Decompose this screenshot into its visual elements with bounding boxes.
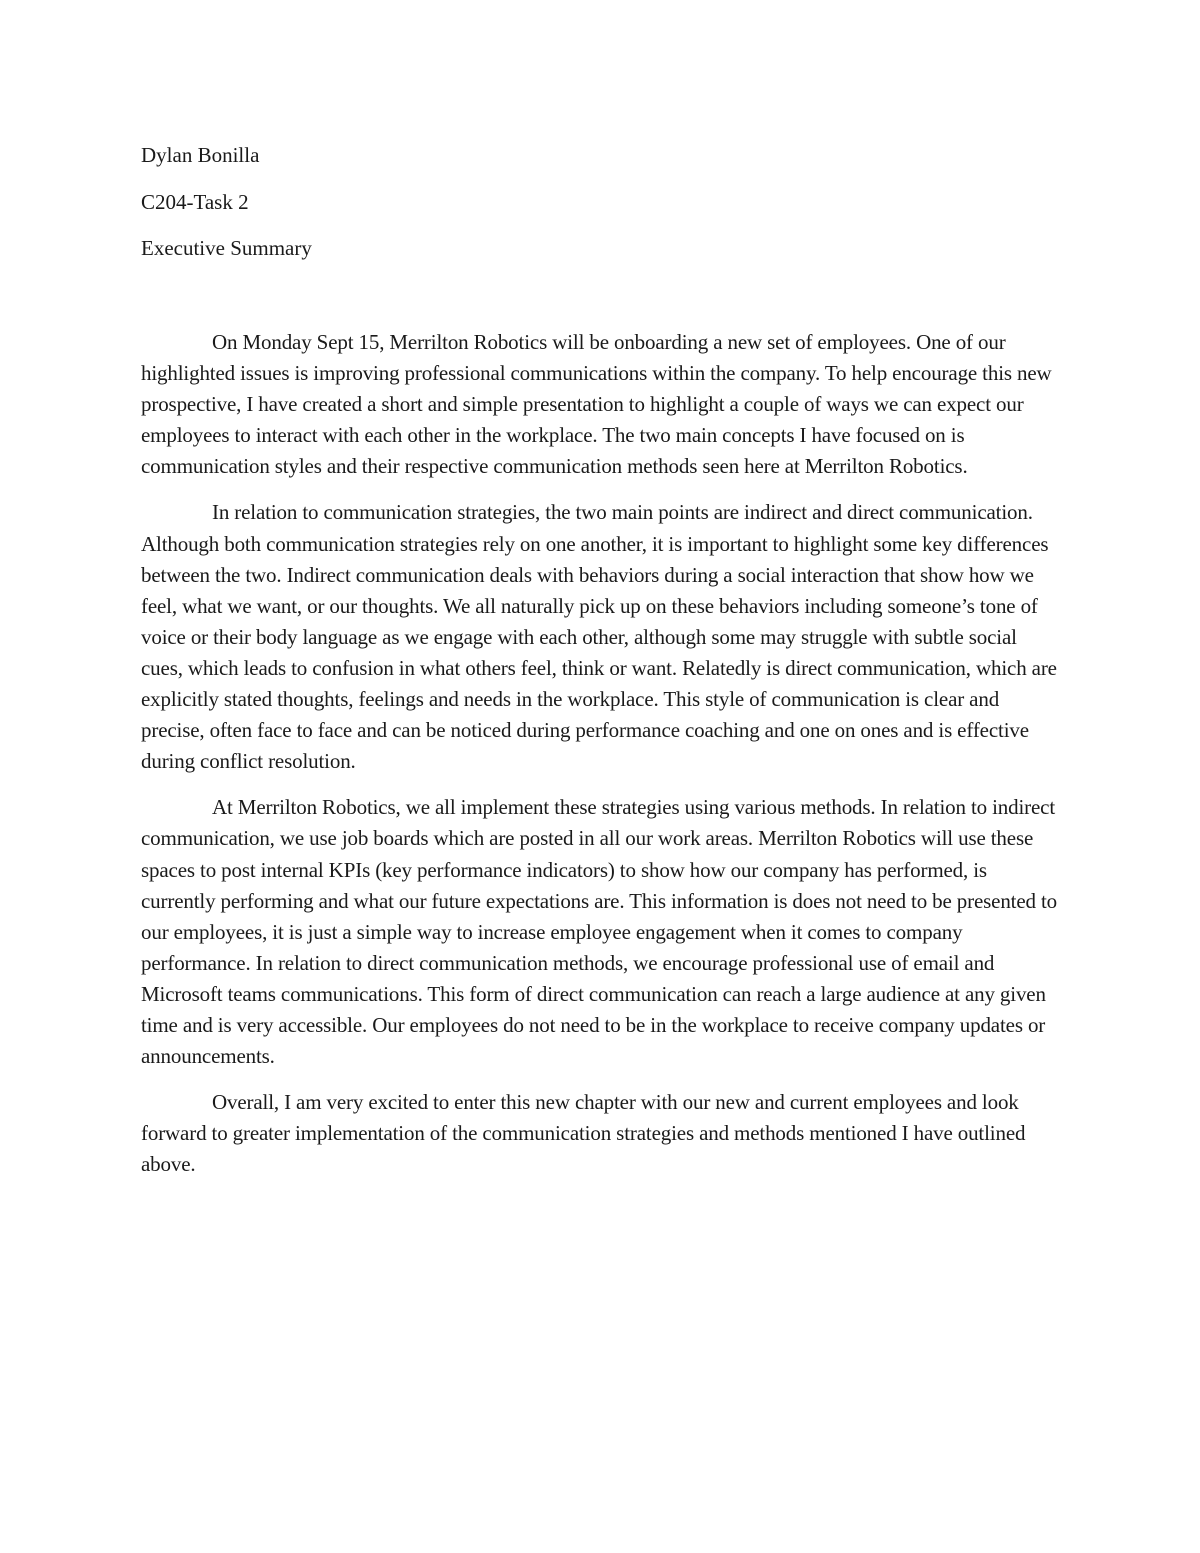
paragraph-intro: On Monday Sept 15, Merrilton Robotics will be onboarding a new set of employees. One of our highlighted issues is improving professional communications within the company. To help encourage this new prospective, I have created a short and simple presentation to highlight a couple of ways we can expect our employees to interact with each other in the workplace. The two main concepts I have focused on is communication styles and their respective communication methods seen here at Merrilton Robotics.	[141, 330, 1052, 479]
paragraph-conclusion: Overall, I am very excited to enter this new chapter with our new and current employees and look forward to greater implementation of the communication strategies and methods mentioned I have outlined above.	[141, 1090, 1026, 1177]
document-body	[141, 327, 1063, 1195]
document-title: Executive Summary	[141, 236, 312, 260]
document-header	[141, 140, 1061, 280]
paragraph-strategies: In relation to communication strategies, the two main points are indirect and direct communication. Although both communication strategies rely on one another, it is important to highlight some key differences between the two. Indirect communication deals with behaviors during a social interaction that show how we feel, what we want, or our thoughts. We all naturally pick up on these behaviors including someone’s tone of voice or their body language as we engage with each other, although some may struggle with subtle social cues, which leads to confusion in what others feel, think or want. Relatedly is direct communication, which are explicitly stated thoughts, feelings and needs in the workplace. This style of communication is clear and precise, often face to face and can be noticed during performance coaching and one on ones and is effective during conflict resolution.	[141, 500, 1057, 774]
paragraph-methods: At Merrilton Robotics, we all implement these strategies using various methods. In relation to indirect communication, we use job boards which are posted in all our work areas. Merrilton Robotics will use these spaces to post internal KPIs (key performance indicators) to show how our company has performed, is currently performing and what our future expectations are. This information is does not need to be presented to our employees, it is just a simple way to increase employee engagement when it comes to company performance. In relation to direct communication methods, we encourage professional use of email and Microsoft teams communications. This form of direct communication can reach a large audience at any given time and is very accessible. Our employees do not need to be in the workplace to receive company updates or announcements.	[141, 795, 1058, 1069]
course-code: C204-Task 2	[141, 189, 249, 214]
author-name: Dylan Bonilla	[141, 143, 260, 167]
